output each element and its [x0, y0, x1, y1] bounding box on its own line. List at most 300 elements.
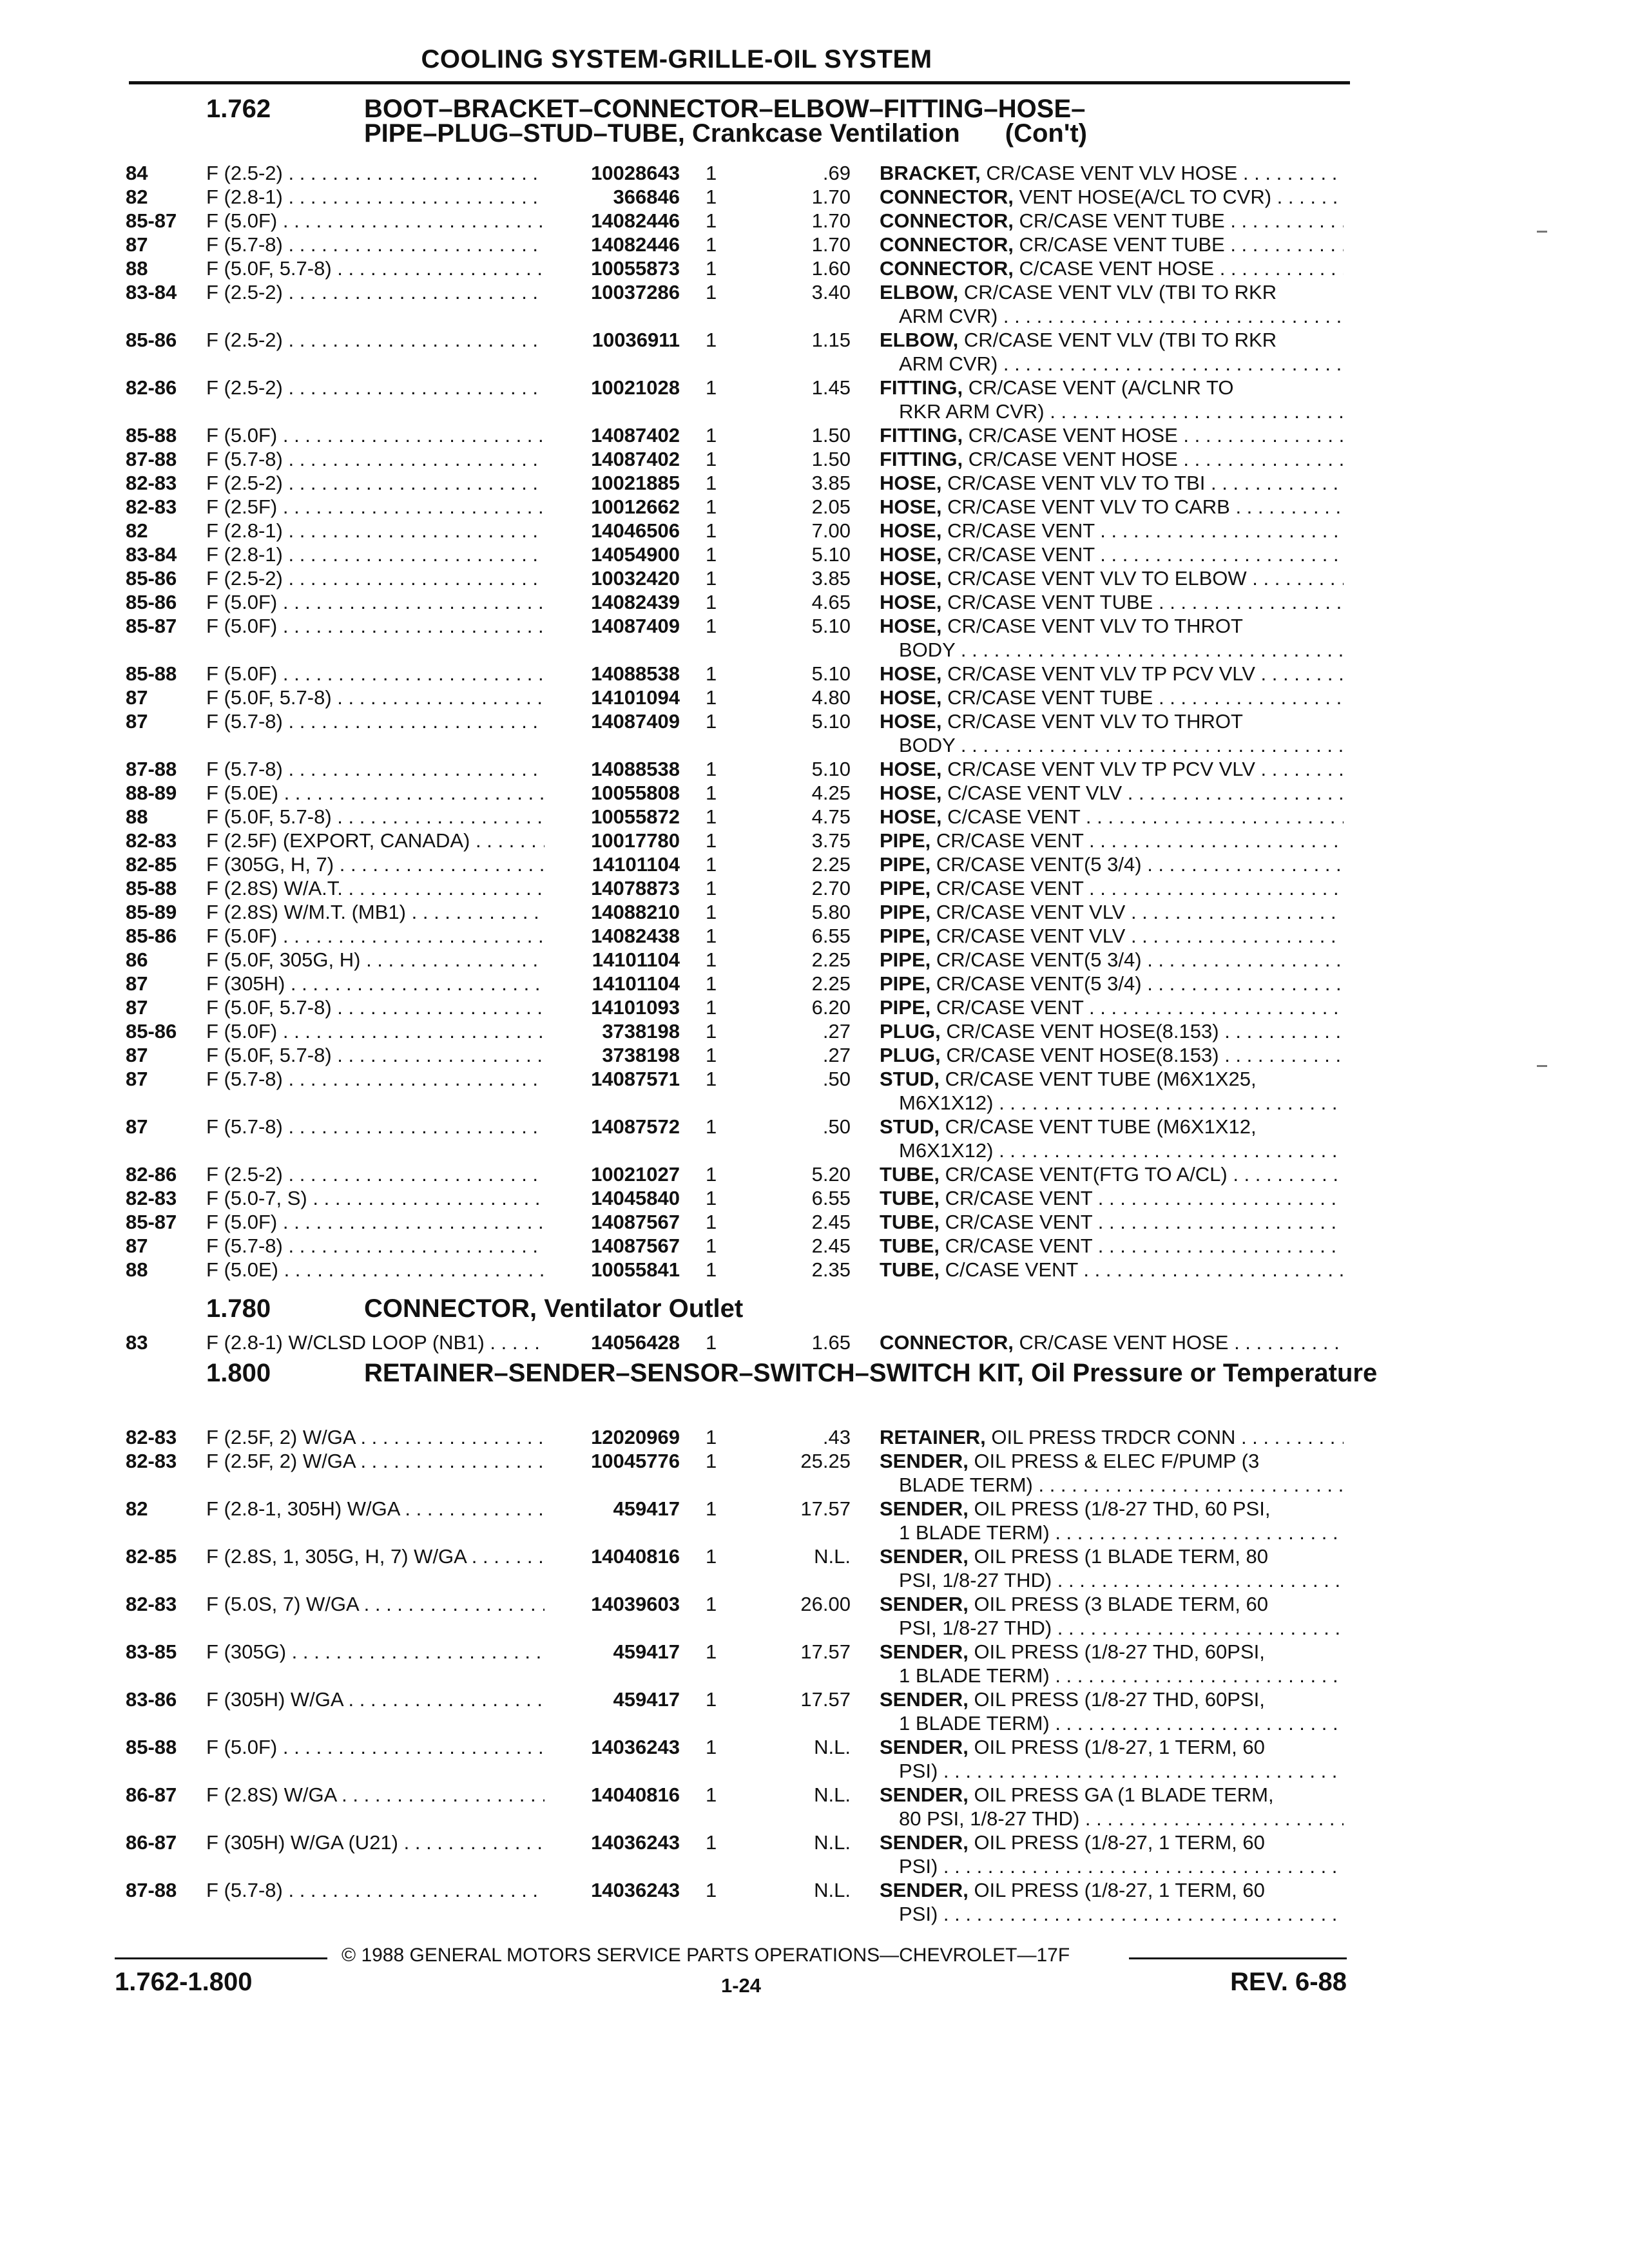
price: 17.57 [800, 1497, 851, 1520]
quantity: 1 [706, 1688, 717, 1711]
part-number: 10017780 [545, 829, 680, 852]
application: F (5.7-8) . . . [206, 447, 548, 471]
application: F (5.7-8) . . . [206, 709, 548, 733]
part-detail-continued: PSI) [899, 1903, 938, 1925]
application: F (5.7-8) . . . [206, 1067, 548, 1091]
application: F (2.8S, 1, 305G, H, 7) W/GA . . . [206, 1544, 548, 1568]
model-years: 85-88 [126, 877, 177, 899]
quantity: 1 [706, 925, 717, 947]
quantity: 1 [706, 233, 717, 256]
part-detail-continued: RKR ARM CVR) [899, 400, 1045, 423]
price: 6.55 [811, 925, 851, 947]
application: F (5.0S, 7) W/GA . . . [206, 1592, 548, 1616]
part-detail: C/CASE VENT [945, 1258, 1078, 1281]
application: F (2.5F, 2) W/GA . . . [206, 1425, 548, 1449]
part-detail: OIL PRESS & ELEC F/PUMP (3 [974, 1450, 1260, 1472]
part-description [880, 948, 1344, 972]
price: 2.70 [811, 877, 851, 899]
part-description [880, 423, 1344, 447]
part-detail: CR/CASE VENT HOSE [968, 424, 1178, 447]
part-name: SENDER, [880, 1736, 969, 1758]
part-description [880, 161, 1344, 185]
part-description [880, 1878, 1344, 1926]
part-description [880, 686, 1344, 709]
application: F (2.8-1, 305H) W/GA . . . [206, 1497, 548, 1521]
part-detail: C/CASE VENT [947, 805, 1081, 828]
price: 1.45 [811, 376, 851, 399]
part-detail: OIL PRESS TRDCR CONN [991, 1426, 1236, 1448]
part-name: CONNECTOR, [880, 233, 1014, 256]
section-title-sub: Crankcase Ventilation [692, 119, 960, 148]
part-number: 14101104 [545, 972, 680, 995]
part-description [880, 1497, 1344, 1544]
part-description [880, 1331, 1344, 1354]
application: F (2.5-2) . . . [206, 471, 548, 495]
part-detail: OIL PRESS (1/8-27 THD, 60PSI, [974, 1688, 1265, 1711]
price: 17.57 [800, 1688, 851, 1711]
application: F (5.0F, 305G, H) . . . [206, 948, 548, 972]
footer-rule-right [1129, 1957, 1347, 1959]
part-detail: OIL PRESS (3 BLADE TERM, 60 [974, 1593, 1268, 1615]
price: .50 [822, 1068, 851, 1090]
price: 4.75 [811, 805, 851, 828]
part-detail: CR/CASE VENT(5 3/4) [936, 948, 1142, 971]
part-name: STUD, [880, 1115, 940, 1138]
model-years: 82 [126, 1497, 148, 1520]
quantity: 1 [706, 1187, 717, 1209]
quantity: 1 [706, 1426, 717, 1448]
part-name: BRACKET, [880, 162, 981, 184]
part-number: 10055873 [545, 256, 680, 280]
application: F (2.8S) W/M.T. (MB1) . . . [206, 900, 548, 924]
model-years: 85-89 [126, 901, 177, 923]
model-years: 83-84 [126, 543, 177, 566]
part-number: 14056428 [545, 1331, 680, 1354]
part-name: STUD, [880, 1068, 940, 1090]
application: F (2.8-1) W/CLSD LOOP (NB1) . . . [206, 1331, 548, 1354]
application: F (5.7-8) . . . [206, 1878, 548, 1902]
section-title-main: RETAINER–SENDER–SENSOR–SWITCH–SWITCH KIT, [364, 1359, 1024, 1387]
part-description [880, 829, 1344, 852]
model-years: 87-88 [126, 758, 177, 780]
footer-rule-left [115, 1957, 327, 1959]
application: F (5.0F) . . . [206, 1210, 548, 1234]
application: F (305G) . . . [206, 1640, 548, 1664]
part-number: 12020969 [545, 1425, 680, 1449]
price: 1.65 [811, 1331, 851, 1354]
quantity: 1 [706, 424, 717, 447]
part-description [880, 852, 1344, 876]
price: 4.65 [811, 591, 851, 613]
application: F (5.0F) . . . [206, 662, 548, 686]
quantity: 1 [706, 376, 717, 399]
part-number: 14087402 [545, 447, 680, 471]
part-detail: CR/CASE VENT VLV (TBI TO RKR [963, 329, 1277, 351]
part-description [880, 280, 1344, 328]
quantity: 1 [706, 1235, 717, 1257]
model-years: 83-84 [126, 281, 177, 303]
quantity: 1 [706, 329, 717, 351]
part-name: PIPE, [880, 925, 931, 947]
part-detail: CR/CASE VENT HOSE(8.153) [946, 1020, 1219, 1043]
quantity: 1 [706, 543, 717, 566]
part-number: 14082446 [545, 209, 680, 233]
part-number: 10036911 [545, 328, 680, 352]
part-name: HOSE, [880, 519, 942, 542]
part-detail: VENT HOSE(A/CL TO CVR) [1019, 186, 1272, 208]
part-number: 14088538 [545, 757, 680, 781]
part-description [880, 590, 1344, 614]
price: 2.05 [811, 495, 851, 518]
model-years: 83 [126, 1331, 148, 1354]
part-name: HOSE, [880, 495, 942, 518]
part-detail-continued: ARM CVR) [899, 305, 998, 327]
part-number: 459417 [545, 1640, 680, 1664]
quantity: 1 [706, 662, 717, 685]
part-number: 14087409 [545, 614, 680, 638]
model-years: 88 [126, 257, 148, 280]
quantity: 1 [706, 257, 717, 280]
price: N.L. [814, 1831, 851, 1854]
application: F (2.5F, 2) W/GA . . . [206, 1449, 548, 1473]
part-description [880, 1592, 1344, 1640]
part-number: 14082439 [545, 590, 680, 614]
part-description [880, 519, 1344, 543]
quantity: 1 [706, 1115, 717, 1138]
model-years: 87-88 [126, 1879, 177, 1901]
part-detail: CR/CASE VENT VLV [936, 901, 1126, 923]
part-detail: CR/CASE VENT VLV TO THROT [947, 615, 1243, 637]
price: 5.80 [811, 901, 851, 923]
part-description [880, 1234, 1344, 1258]
part-number: 10037286 [545, 280, 680, 304]
part-name: TUBE, [880, 1235, 940, 1257]
part-name: HOSE, [880, 543, 942, 566]
section-number: 1.800 [206, 1359, 271, 1387]
part-description [880, 1783, 1344, 1831]
header-rule [129, 81, 1350, 84]
part-detail: CR/CASE VENT VLV HOSE [986, 162, 1238, 184]
part-number: 10021027 [545, 1162, 680, 1186]
part-name: TUBE, [880, 1211, 940, 1233]
quantity: 1 [706, 686, 717, 709]
price: 2.35 [811, 1258, 851, 1281]
part-number: 10045776 [545, 1449, 680, 1473]
quantity: 1 [706, 567, 717, 590]
model-years: 82 [126, 519, 148, 542]
price: 5.10 [811, 615, 851, 637]
model-years: 86 [126, 948, 148, 971]
part-name: FITTING, [880, 376, 963, 399]
part-name: FITTING, [880, 448, 963, 470]
model-years: 85-87 [126, 209, 177, 232]
quantity: 1 [706, 1736, 717, 1758]
part-name: PLUG, [880, 1044, 941, 1066]
part-name: ELBOW, [880, 281, 959, 303]
part-number: 14054900 [545, 543, 680, 566]
price: .50 [822, 1115, 851, 1138]
application: F (2.5-2) . . . [206, 161, 548, 185]
quantity: 1 [706, 829, 717, 852]
quantity: 1 [706, 209, 717, 232]
application: F (2.5-2) . . . [206, 280, 548, 304]
part-description [880, 1449, 1344, 1497]
application: F (2.8S) W/GA . . . [206, 1783, 548, 1807]
application: F (5.0F, 5.7-8) . . . [206, 1043, 548, 1067]
part-detail: CR/CASE VENT VLV TO ELBOW [947, 567, 1247, 590]
section-number: 1.762 [206, 95, 271, 123]
model-years: 82-83 [126, 1450, 177, 1472]
part-name: TUBE, [880, 1258, 940, 1281]
model-years: 85-86 [126, 567, 177, 590]
part-detail-continued: BLADE TERM) [899, 1474, 1033, 1496]
part-detail-continued: M6X1X12) [899, 1091, 994, 1114]
application: F (5.0F, 5.7-8) . . . [206, 995, 548, 1019]
model-years: 82-83 [126, 829, 177, 852]
quantity: 1 [706, 1044, 717, 1066]
part-description [880, 328, 1344, 376]
part-description [880, 1162, 1344, 1186]
price: 3.40 [811, 281, 851, 303]
part-number: 14101094 [545, 686, 680, 709]
part-description [880, 1019, 1344, 1043]
model-years: 87-88 [126, 448, 177, 470]
footer-revision: REV. 6-88 [1230, 1968, 1347, 1996]
part-name: TUBE, [880, 1187, 940, 1209]
price: 26.00 [800, 1593, 851, 1615]
part-description [880, 566, 1344, 590]
model-years: 85-86 [126, 591, 177, 613]
part-detail: CR/CASE VENT [936, 877, 1084, 899]
part-number: 14088210 [545, 900, 680, 924]
part-detail: CR/CASE VENT [947, 519, 1095, 542]
part-number: 10028643 [545, 161, 680, 185]
part-description [880, 614, 1344, 662]
part-detail: CR/CASE VENT HOSE [968, 448, 1178, 470]
application: F (5.0E) . . . [206, 781, 548, 805]
model-years: 85-86 [126, 925, 177, 947]
margin-mark [1537, 1065, 1547, 1067]
part-number: 14040816 [545, 1544, 680, 1568]
quantity: 1 [706, 472, 717, 494]
quantity: 1 [706, 758, 717, 780]
part-description [880, 471, 1344, 495]
part-detail-continued: PSI) [899, 1855, 938, 1878]
quantity: 1 [706, 615, 717, 637]
part-name: HOSE, [880, 758, 942, 780]
model-years: 87 [126, 710, 148, 733]
model-years: 82-83 [126, 1426, 177, 1448]
part-number: 10021028 [545, 376, 680, 399]
part-name: SENDER, [880, 1783, 969, 1806]
section-title [364, 1361, 1421, 1385]
part-description [880, 543, 1344, 566]
quantity: 1 [706, 1331, 717, 1354]
model-years: 85-87 [126, 615, 177, 637]
part-name: CONNECTOR, [880, 257, 1014, 280]
model-years: 85-86 [126, 1020, 177, 1043]
application: F (2.5-2) . . . [206, 376, 548, 399]
quantity: 1 [706, 877, 717, 899]
part-description [880, 709, 1344, 757]
model-years: 85-88 [126, 424, 177, 447]
part-detail: CR/CASE VENT (A/CLNR TO [968, 376, 1234, 399]
model-years: 88 [126, 1258, 148, 1281]
part-description [880, 1067, 1344, 1115]
application: F (305H) W/GA (U21) . . . [206, 1831, 548, 1854]
quantity: 1 [706, 1163, 717, 1186]
part-description [880, 1687, 1344, 1735]
quantity: 1 [706, 1879, 717, 1901]
model-years: 85-86 [126, 329, 177, 351]
quantity: 1 [706, 805, 717, 828]
part-description [880, 1544, 1344, 1592]
part-description [880, 662, 1344, 686]
part-number: 14040816 [545, 1783, 680, 1807]
quantity: 1 [706, 591, 717, 613]
part-detail: CR/CASE VENT [945, 1187, 1093, 1209]
model-years: 87 [126, 1044, 148, 1066]
part-number: 10055841 [545, 1258, 680, 1282]
part-number: 3738198 [545, 1019, 680, 1043]
quantity: 1 [706, 972, 717, 995]
application: F (5.0F) . . . [206, 209, 548, 233]
price: 6.55 [811, 1187, 851, 1209]
application: F (2.5-2) . . . [206, 328, 548, 352]
model-years: 82-86 [126, 376, 177, 399]
footer-section-range: 1.762-1.800 [115, 1968, 253, 1996]
quantity: 1 [706, 1497, 717, 1520]
price: 1.70 [811, 233, 851, 256]
section-title-main-2: PIPE–PLUG–STUD–TUBE, [364, 119, 685, 148]
part-detail: C/CASE VENT HOSE [1019, 257, 1215, 280]
part-name: PIPE, [880, 877, 931, 899]
part-detail: CR/CASE VENT [936, 996, 1084, 1019]
part-detail: CR/CASE VENT VLV TP PCV VLV [947, 662, 1255, 685]
section-title-continued: (Con't) [1005, 119, 1087, 148]
part-name: PIPE, [880, 901, 931, 923]
model-years: 87 [126, 686, 148, 709]
application: F (5.0F, 5.7-8) . . . [206, 805, 548, 829]
part-description [880, 1115, 1344, 1162]
application: F (2.8-1) . . . [206, 185, 548, 209]
model-years: 86-87 [126, 1783, 177, 1806]
price: 4.80 [811, 686, 851, 709]
price: 7.00 [811, 519, 851, 542]
price: .27 [822, 1044, 851, 1066]
price: N.L. [814, 1879, 851, 1901]
price: 2.25 [811, 948, 851, 971]
part-detail-continued: BODY [899, 639, 956, 661]
part-name: FITTING, [880, 424, 963, 447]
part-detail: CR/CASE VENT [945, 1211, 1093, 1233]
price: N.L. [814, 1545, 851, 1568]
model-years: 83-86 [126, 1688, 177, 1711]
model-years: 87 [126, 996, 148, 1019]
quantity: 1 [706, 853, 717, 876]
part-detail: CR/CASE VENT [945, 1235, 1093, 1257]
part-name: PLUG, [880, 1020, 941, 1043]
model-years: 88 [126, 805, 148, 828]
part-detail: OIL PRESS GA (1 BLADE TERM, [974, 1783, 1274, 1806]
part-name: TUBE, [880, 1163, 940, 1186]
part-detail: CR/CASE VENT VLV TO TBI [947, 472, 1206, 494]
part-number: 14036243 [545, 1878, 680, 1902]
part-detail-continued: 1 BLADE TERM) [899, 1712, 1050, 1735]
quantity: 1 [706, 186, 717, 208]
application: F (5.7-8) . . . [206, 1234, 548, 1258]
price: 6.20 [811, 996, 851, 1019]
part-detail: CR/CASE VENT VLV [936, 925, 1126, 947]
model-years: 82-85 [126, 1545, 177, 1568]
part-number: 14082446 [545, 233, 680, 256]
part-number: 10032420 [545, 566, 680, 590]
part-name: HOSE, [880, 782, 942, 804]
part-detail: CR/CASE VENT VLV (TBI TO RKR [963, 281, 1277, 303]
price: .43 [822, 1426, 851, 1448]
part-description [880, 1210, 1344, 1234]
part-name: HOSE, [880, 567, 942, 590]
section-title-sub: Ventilator Outlet [544, 1294, 744, 1323]
model-years: 82-83 [126, 1593, 177, 1615]
application: F (5.0F) . . . [206, 1735, 548, 1759]
part-description [880, 972, 1344, 995]
part-description [880, 1735, 1344, 1783]
quantity: 1 [706, 996, 717, 1019]
part-detail-continued: PSI) [899, 1760, 938, 1782]
model-years: 87 [126, 1068, 148, 1090]
price: 5.20 [811, 1163, 851, 1186]
price: 1.50 [811, 424, 851, 447]
part-detail: CR/CASE VENT TUBE [1019, 209, 1225, 232]
model-years: 85-88 [126, 1736, 177, 1758]
price: 3.85 [811, 567, 851, 590]
part-detail: CR/CASE VENT VLV TO THROT [947, 710, 1243, 733]
price: 4.25 [811, 782, 851, 804]
part-detail: CR/CASE VENT(5 3/4) [936, 853, 1142, 876]
quantity: 1 [706, 710, 717, 733]
price: N.L. [814, 1783, 851, 1806]
part-name: CONNECTOR, [880, 186, 1014, 208]
application: F (5.0-7, S) . . . [206, 1186, 548, 1210]
quantity: 1 [706, 1258, 717, 1281]
part-name: HOSE, [880, 615, 942, 637]
part-detail: CR/CASE VENT TUBE [1019, 233, 1225, 256]
application: F (5.0F) . . . [206, 924, 548, 948]
part-number: 14036243 [545, 1735, 680, 1759]
quantity: 1 [706, 901, 717, 923]
price: 2.45 [811, 1211, 851, 1233]
application: F (5.0F) . . . [206, 1019, 548, 1043]
part-number: 459417 [545, 1687, 680, 1711]
part-detail: CR/CASE VENT TUBE [947, 686, 1153, 709]
application: F (2.5-2) . . . [206, 566, 548, 590]
quantity: 1 [706, 519, 717, 542]
page-header-title: COOLING SYSTEM-GRILLE-OIL SYSTEM [421, 45, 932, 73]
part-name: CONNECTOR, [880, 1331, 1014, 1354]
part-name: PIPE, [880, 972, 931, 995]
part-name: SENDER, [880, 1593, 969, 1615]
part-number: 14087572 [545, 1115, 680, 1139]
part-description [880, 233, 1344, 256]
part-description [880, 495, 1344, 519]
part-detail: C/CASE VENT VLV [947, 782, 1123, 804]
application: F (5.7-8) . . . [206, 1115, 548, 1139]
part-name: PIPE, [880, 829, 931, 852]
application: F (2.8S) W/A.T. . . . [206, 876, 548, 900]
model-years: 87 [126, 972, 148, 995]
quantity: 1 [706, 495, 717, 518]
